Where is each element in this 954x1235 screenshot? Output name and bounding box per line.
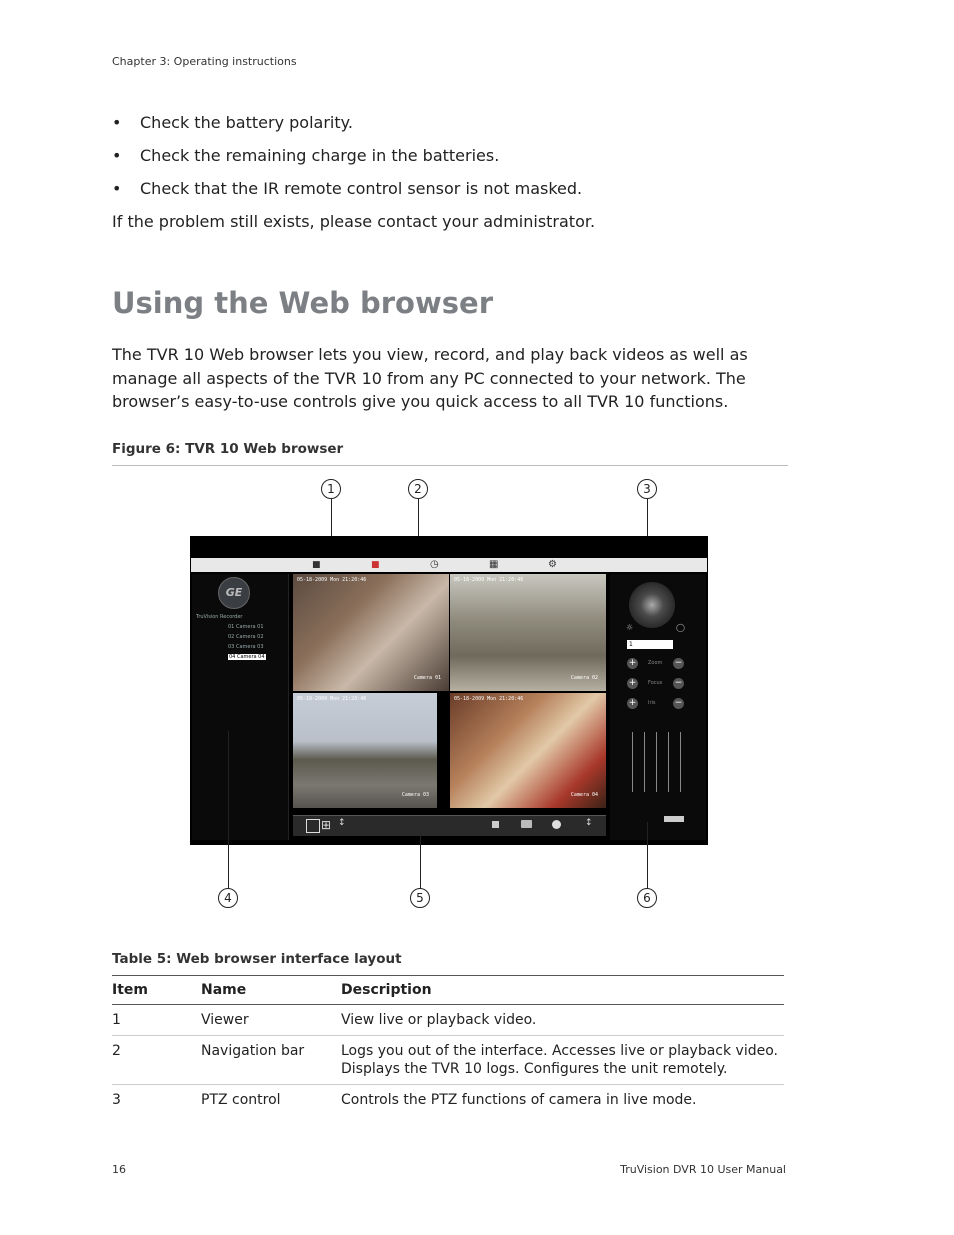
- figure-caption: Figure 6: TVR 10 Web browser: [112, 441, 344, 457]
- tree-root: TruVision Recorder: [196, 614, 243, 620]
- web-browser-screenshot: [190, 536, 708, 845]
- callout-5: 5: [410, 888, 430, 908]
- camera-label: Camera 01: [413, 675, 441, 681]
- item-cell: 2: [112, 1036, 201, 1085]
- bullet-item: • Check the remaining charge in the batteries.: [112, 145, 582, 178]
- intro-paragraph: The TVR 10 Web browser lets you view, record, and play back videos as well as manage all aspects of the TVR 10 from any PC connected to your network. The browser’s easy-to-use controls give you quick access to all TVR 10 functions.: [112, 345, 748, 411]
- zoom-label: Zoom: [648, 660, 663, 666]
- column-header: Name: [201, 976, 341, 1005]
- problem-paragraph: If the problem still exists, please contact your administrator.: [112, 212, 596, 231]
- zoom-in-icon: +: [628, 658, 637, 668]
- callout-1: 1: [321, 479, 341, 499]
- camera-timestamp: 05-18-2009 Mon 21:20:46: [454, 696, 524, 702]
- focus-out-icon: −: [674, 678, 683, 688]
- camera-tree-panel: [192, 574, 289, 840]
- name-cell: Viewer: [201, 1005, 341, 1036]
- log-icon: ▦: [489, 559, 499, 570]
- ge-logo: GE: [218, 577, 250, 609]
- image-slider: [680, 732, 681, 792]
- section-title: Using the Web browser: [112, 286, 494, 320]
- focus-in-icon: +: [628, 678, 637, 688]
- camera-timestamp: 05-18-2009 Mon 21:20:46: [297, 577, 367, 583]
- image-slider: [668, 732, 669, 792]
- navigation-toolbar: [191, 558, 707, 572]
- image-slider: [644, 732, 645, 792]
- bullet-item: • Check the battery polarity.: [112, 112, 582, 145]
- table-row: [112, 1085, 784, 1116]
- camera-icon: ■: [371, 560, 380, 570]
- volume-icon: ↕: [585, 818, 593, 828]
- stop-icon: [492, 821, 499, 828]
- tree-camera: 02 Camera 02: [228, 634, 264, 640]
- interface-layout-table: [112, 975, 784, 1115]
- description-cell: View live or playback video.: [341, 1005, 784, 1036]
- page-number: 16: [112, 1163, 126, 1176]
- zoom-out-icon: −: [674, 658, 683, 668]
- focus-label: Focus: [648, 680, 663, 686]
- camera-view-2: [450, 574, 606, 691]
- description-cell: Controls the PTZ functions of camera in live mode.: [341, 1092, 697, 1108]
- name-cell: Navigation bar: [201, 1036, 341, 1085]
- bullet-item: • Check that the IR remote control sensor is not masked.: [112, 178, 582, 211]
- column-header: Description: [341, 976, 784, 1005]
- item-cell: 3: [112, 1092, 121, 1108]
- ptz-control-panel: [610, 574, 706, 840]
- live-view-toolbar: [293, 815, 606, 836]
- tree-camera: 03 Camera 03: [228, 644, 264, 650]
- iris-close-icon: −: [674, 698, 683, 708]
- camera-label: Camera 03: [401, 792, 429, 798]
- quad-view-icon: ⊞: [321, 818, 332, 832]
- description-cell: Logs you out of the interface. Accesses live or playback video. Displays the TVR 10 logs. Configures the unit remotely.: [341, 1036, 784, 1085]
- leader-line-4: [228, 731, 229, 889]
- clock-icon: ◷: [430, 559, 439, 570]
- tree-camera: 01 Camera 01: [228, 624, 264, 630]
- gear-icon: ⚙: [548, 559, 557, 570]
- single-view-icon: [306, 819, 320, 833]
- iris-label: Iris: [648, 700, 656, 706]
- lock-icon: ■: [312, 560, 321, 570]
- camera-label: Camera 02: [570, 675, 598, 681]
- callout-2: 2: [408, 479, 428, 499]
- default-button: [664, 816, 684, 822]
- item-cell: 1: [112, 1005, 201, 1036]
- bullet-list: [112, 112, 582, 211]
- image-slider: [656, 732, 657, 792]
- leader-line-6: [647, 822, 648, 889]
- wiper-icon: ◯: [676, 623, 685, 632]
- camera-timestamp: 05-18-2009 Mon 21:20:46: [454, 577, 524, 583]
- table-caption: Table 5: Web browser interface layout: [112, 951, 402, 967]
- name-cell: PTZ control: [201, 1092, 281, 1108]
- tree-camera-selected: 04 Camera 04: [229, 654, 265, 660]
- camera-view-3: [293, 693, 437, 808]
- chevron-updown-icon: ↕: [338, 818, 346, 828]
- running-header: Chapter 3: Operating instructions: [112, 55, 297, 68]
- ptz-joystick: [629, 582, 675, 628]
- table-row: [112, 1005, 784, 1036]
- camera-view-4: [450, 693, 606, 808]
- column-header: Item: [112, 976, 201, 1005]
- snapshot-icon: [521, 820, 532, 828]
- callout-4: 4: [218, 888, 238, 908]
- iris-open-icon: +: [628, 698, 637, 708]
- camera-label: Camera 04: [570, 792, 598, 798]
- camera-timestamp: 05-18-2009 Mon 21:20:46: [297, 696, 367, 702]
- callout-3: 3: [637, 479, 657, 499]
- leader-line-5: [420, 834, 421, 889]
- preset-select: 1: [627, 640, 673, 649]
- record-icon: [552, 820, 561, 829]
- table-row: [112, 1036, 784, 1085]
- camera-view-1: [293, 574, 449, 691]
- figure-rule: [112, 465, 788, 466]
- light-icon: ☼: [626, 623, 634, 632]
- table-header-row: [112, 976, 784, 1005]
- image-slider: [632, 732, 633, 792]
- callout-6: 6: [637, 888, 657, 908]
- footer-title: TruVision DVR 10 User Manual: [620, 1163, 786, 1176]
